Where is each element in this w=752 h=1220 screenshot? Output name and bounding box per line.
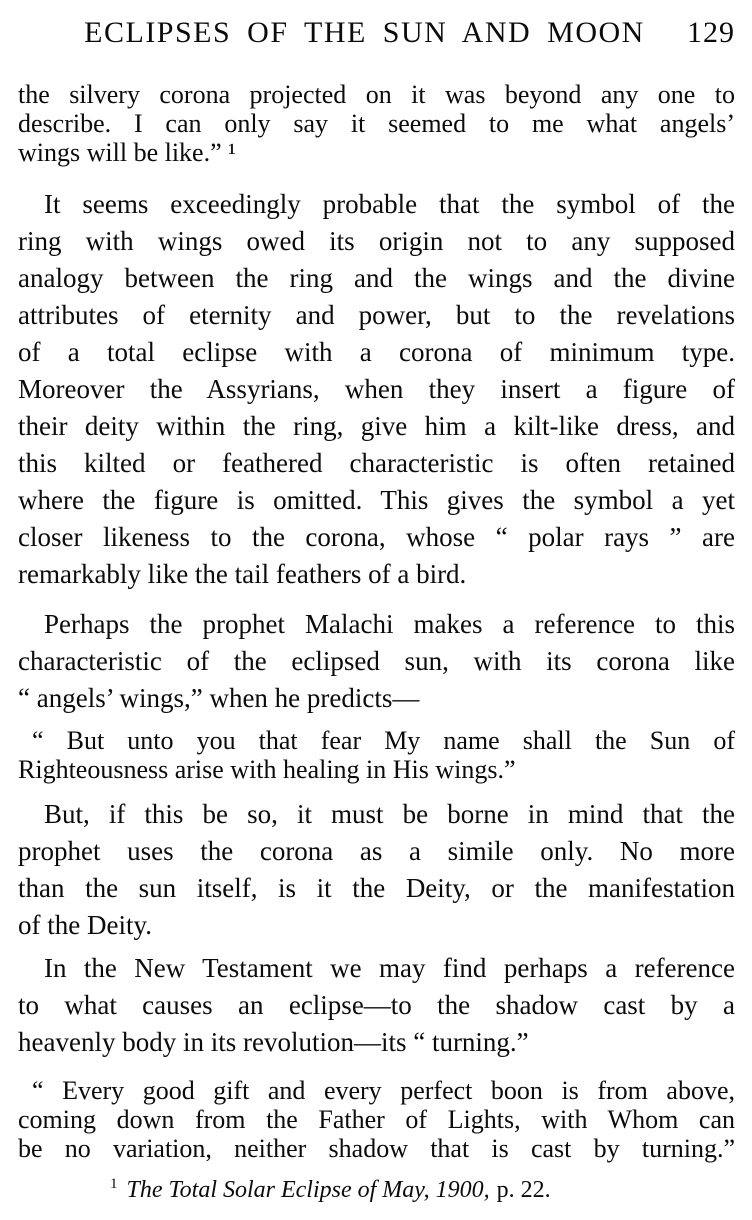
footnote-marker: 1	[110, 1176, 118, 1192]
text-line: ring with wings owed its origin not to any supposed	[18, 226, 735, 256]
footnote-roman-text: p. 22.	[496, 1177, 551, 1203]
paragraph	[18, 1076, 735, 1163]
text-line: the silvery corona projected on it was beyond any one to	[18, 80, 735, 109]
text-line: heavenly body in its revolution—its “ turning.”	[18, 1027, 529, 1057]
text-line: attributes of eternity and power, but to the revelations	[18, 300, 735, 330]
paragraph	[18, 186, 735, 593]
text-line: of the Deity.	[18, 910, 152, 940]
text-line: “ angels’ wings,” when he predicts—	[18, 683, 420, 713]
text-line: this kilted or feathered characteristic is often retained	[18, 448, 735, 478]
text-line: Righteousness arise with healing in His wings.”	[18, 755, 516, 784]
text-line: Moreover the Assyrians, when they insert a figure of	[18, 374, 735, 404]
text-line: “ Every good gift and every perfect boon is from above,	[32, 1076, 735, 1105]
text-line: “ But unto you that fear My name shall the Sun of	[32, 726, 735, 755]
text-line: characteristic of the eclipsed sun, with its corona like	[18, 646, 735, 676]
page-body	[18, 80, 735, 1163]
text-line: to what causes an eclipse—to the shadow cast by a	[18, 990, 735, 1020]
text-line: describe. I can only say it seemed to me what angels’	[18, 109, 735, 138]
text-line: analogy between the ring and the wings and the divine	[18, 263, 735, 293]
text-line: closer likeness to the corona, whose “ polar rays ” are	[18, 522, 735, 552]
text-line: Perhaps the prophet Malachi makes a reference to this	[44, 609, 735, 639]
text-line: be no variation, neither shadow that is cast by turning.”	[18, 1134, 735, 1163]
text-line: But, if this be so, it must be borne in mind that the	[44, 799, 735, 829]
text-line: In the New Testament we may find perhaps a reference	[44, 953, 735, 983]
text-line: It seems exceedingly probable that the symbol of the	[44, 189, 735, 219]
paragraph	[18, 950, 735, 1061]
text-line: remarkably like the tail feathers of a bird.	[18, 559, 467, 589]
paragraph	[18, 606, 735, 717]
page-title: ECLIPSES OF THE SUN AND MOON	[84, 16, 645, 49]
paragraph	[18, 726, 735, 784]
text-line: prophet uses the corona as a simile only. No more	[18, 836, 735, 866]
page-number: 129	[687, 16, 735, 49]
text-line: than the sun itself, is it the Deity, or the manifestation	[18, 873, 735, 903]
paragraph	[18, 796, 735, 944]
text-line: coming down from the Father of Lights, with Whom can	[18, 1105, 735, 1134]
text-line: of a total eclipse with a corona of minimum type.	[18, 337, 735, 367]
footnote-italic-text: The Total Solar Eclipse of May, 1900,	[126, 1177, 490, 1203]
running-head	[18, 16, 735, 54]
text-line: where the figure is omitted. This gives the symbol a yet	[18, 485, 735, 515]
paragraph	[18, 80, 735, 167]
text-line: wings will be like.” ¹	[18, 138, 236, 167]
footnote	[18, 1170, 735, 1205]
text-line: their deity within the ring, give him a kilt-like dress, and	[18, 411, 735, 441]
